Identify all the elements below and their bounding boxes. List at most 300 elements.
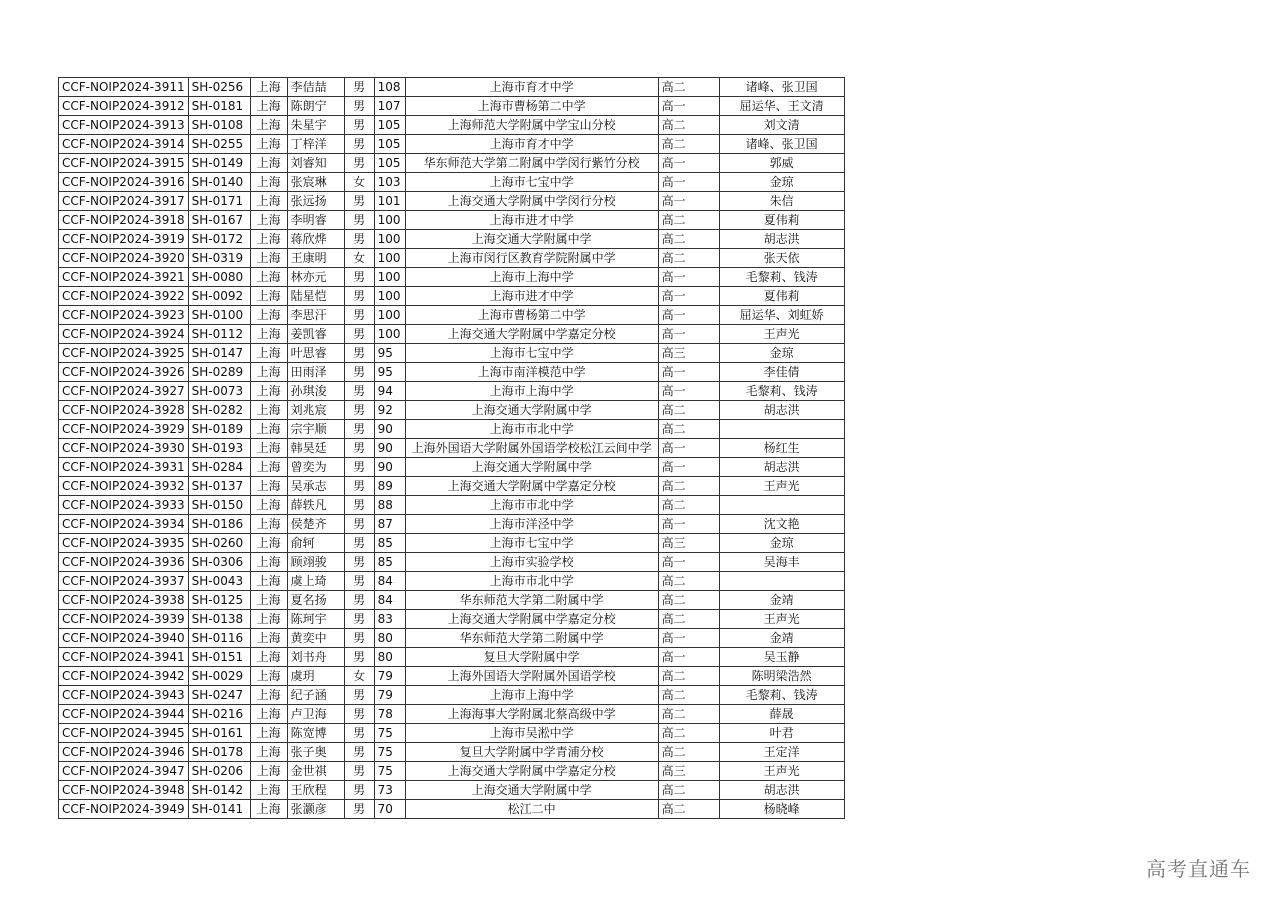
table-row [59,667,845,686]
contestant-id-cell: CCF-NOIP2024-3936 [59,553,189,572]
name-cell: 虞玥 [287,667,344,686]
exam-code-cell: SH-0172 [188,230,250,249]
gender-cell: 男 [344,268,374,287]
exam-code-cell: SH-0138 [188,610,250,629]
contestant-id-cell: CCF-NOIP2024-3911 [59,78,189,97]
coach-cell [719,420,844,439]
coach-cell: 金琼 [719,534,844,553]
school-cell: 上海市吴淞中学 [405,724,658,743]
contestant-id-cell: CCF-NOIP2024-3917 [59,192,189,211]
contestant-id-cell: CCF-NOIP2024-3920 [59,249,189,268]
coach-cell: 胡志洪 [719,458,844,477]
school-cell: 上海市闵行区教育学院附属中学 [405,249,658,268]
name-cell: 刘睿知 [287,154,344,173]
name-cell: 林亦元 [287,268,344,287]
name-cell: 黄奕中 [287,629,344,648]
table-row [59,477,845,496]
gender-cell: 男 [344,591,374,610]
coach-cell: 朱信 [719,192,844,211]
school-cell: 上海交通大学附属中学嘉定分校 [405,762,658,781]
table-row [59,173,845,192]
province-cell: 上海 [250,230,287,249]
coach-cell: 吴玉静 [719,648,844,667]
table-row [59,629,845,648]
gender-cell: 男 [344,154,374,173]
province-cell: 上海 [250,287,287,306]
score-cell: 95 [374,363,405,382]
contestant-id-cell: CCF-NOIP2024-3934 [59,515,189,534]
table-row [59,458,845,477]
grade-cell: 高一 [658,306,719,325]
province-cell: 上海 [250,363,287,382]
school-cell: 上海市曹杨第二中学 [405,306,658,325]
table-row [59,648,845,667]
table-row [59,135,845,154]
gender-cell: 男 [344,211,374,230]
coach-cell: 王定洋 [719,743,844,762]
table-row [59,591,845,610]
school-cell: 上海交通大学附属中学闵行分校 [405,192,658,211]
gender-cell: 男 [344,363,374,382]
score-cell: 75 [374,743,405,762]
name-cell: 侯楚齐 [287,515,344,534]
name-cell: 宗宇顺 [287,420,344,439]
province-cell: 上海 [250,477,287,496]
gender-cell: 男 [344,743,374,762]
name-cell: 姜凯睿 [287,325,344,344]
exam-code-cell: SH-0260 [188,534,250,553]
score-cell: 100 [374,287,405,306]
coach-cell: 叶君 [719,724,844,743]
gender-cell: 男 [344,629,374,648]
table-body [59,78,845,819]
name-cell: 王康明 [287,249,344,268]
name-cell: 薛轶凡 [287,496,344,515]
table-row [59,800,845,819]
name-cell: 吴承志 [287,477,344,496]
name-cell: 陈珂宇 [287,610,344,629]
grade-cell: 高一 [658,154,719,173]
gender-cell: 男 [344,97,374,116]
province-cell: 上海 [250,572,287,591]
gender-cell: 男 [344,420,374,439]
gender-cell: 男 [344,553,374,572]
school-cell: 上海市七宝中学 [405,534,658,553]
contestant-id-cell: CCF-NOIP2024-3948 [59,781,189,800]
province-cell: 上海 [250,420,287,439]
name-cell: 张远扬 [287,192,344,211]
school-cell: 上海市实验学校 [405,553,658,572]
province-cell: 上海 [250,667,287,686]
gender-cell: 男 [344,192,374,211]
school-cell: 上海市曹杨第二中学 [405,97,658,116]
province-cell: 上海 [250,591,287,610]
name-cell: 叶思睿 [287,344,344,363]
school-cell: 上海市南洋模范中学 [405,363,658,382]
school-cell: 松江二中 [405,800,658,819]
gender-cell: 女 [344,173,374,192]
table-row [59,781,845,800]
table-row [59,306,845,325]
coach-cell: 杨红生 [719,439,844,458]
name-cell: 张灏彦 [287,800,344,819]
exam-code-cell: SH-0171 [188,192,250,211]
score-cell: 95 [374,344,405,363]
table-row [59,610,845,629]
table-row [59,382,845,401]
score-cell: 100 [374,268,405,287]
name-cell: 顾翊骏 [287,553,344,572]
name-cell: 李佶喆 [287,78,344,97]
table-row [59,705,845,724]
gender-cell: 男 [344,496,374,515]
grade-cell: 高二 [658,610,719,629]
score-cell: 88 [374,496,405,515]
name-cell: 夏名扬 [287,591,344,610]
gender-cell: 男 [344,800,374,819]
score-cell: 80 [374,629,405,648]
table-row [59,572,845,591]
score-cell: 79 [374,686,405,705]
contestant-id-cell: CCF-NOIP2024-3933 [59,496,189,515]
contestant-id-cell: CCF-NOIP2024-3945 [59,724,189,743]
name-cell: 韩昊廷 [287,439,344,458]
school-cell: 上海市七宝中学 [405,173,658,192]
coach-cell: 胡志洪 [719,401,844,420]
grade-cell: 高二 [658,230,719,249]
results-table [58,77,845,819]
exam-code-cell: SH-0112 [188,325,250,344]
province-cell: 上海 [250,173,287,192]
province-cell: 上海 [250,610,287,629]
score-cell: 90 [374,439,405,458]
school-cell: 上海外国语大学附属外国语学校松江云间中学 [405,439,658,458]
contestant-id-cell: CCF-NOIP2024-3947 [59,762,189,781]
grade-cell: 高一 [658,382,719,401]
coach-cell: 诸峰、张卫国 [719,78,844,97]
grade-cell: 高二 [658,249,719,268]
contestant-id-cell: CCF-NOIP2024-3919 [59,230,189,249]
province-cell: 上海 [250,743,287,762]
school-cell: 上海市上海中学 [405,382,658,401]
coach-cell: 沈文艳 [719,515,844,534]
exam-code-cell: SH-0151 [188,648,250,667]
school-cell: 上海市七宝中学 [405,344,658,363]
score-cell: 87 [374,515,405,534]
exam-code-cell: SH-0289 [188,363,250,382]
coach-cell: 金靖 [719,591,844,610]
grade-cell: 高二 [658,591,719,610]
contestant-id-cell: CCF-NOIP2024-3932 [59,477,189,496]
score-cell: 100 [374,249,405,268]
grade-cell: 高二 [658,667,719,686]
table-row [59,420,845,439]
score-cell: 78 [374,705,405,724]
grade-cell: 高一 [658,325,719,344]
gender-cell: 男 [344,325,374,344]
grade-cell: 高三 [658,762,719,781]
gender-cell: 男 [344,534,374,553]
province-cell: 上海 [250,382,287,401]
exam-code-cell: SH-0193 [188,439,250,458]
score-cell: 100 [374,306,405,325]
exam-code-cell: SH-0149 [188,154,250,173]
table-row [59,192,845,211]
exam-code-cell: SH-0186 [188,515,250,534]
score-cell: 84 [374,572,405,591]
exam-code-cell: SH-0137 [188,477,250,496]
name-cell: 金世祺 [287,762,344,781]
province-cell: 上海 [250,135,287,154]
contestant-id-cell: CCF-NOIP2024-3938 [59,591,189,610]
grade-cell: 高二 [658,477,719,496]
coach-cell: 王声光 [719,610,844,629]
table-row [59,268,845,287]
coach-cell: 金琼 [719,173,844,192]
province-cell: 上海 [250,268,287,287]
table-row [59,78,845,97]
gender-cell: 男 [344,382,374,401]
gender-cell: 男 [344,116,374,135]
province-cell: 上海 [250,648,287,667]
gender-cell: 男 [344,648,374,667]
score-cell: 94 [374,382,405,401]
name-cell: 李明睿 [287,211,344,230]
gender-cell: 男 [344,610,374,629]
school-cell: 华东师范大学第二附属中学 [405,591,658,610]
contestant-id-cell: CCF-NOIP2024-3916 [59,173,189,192]
name-cell: 刘书舟 [287,648,344,667]
name-cell: 蒋欣烨 [287,230,344,249]
grade-cell: 高二 [658,800,719,819]
coach-cell: 金靖 [719,629,844,648]
exam-code-cell: SH-0189 [188,420,250,439]
table-row [59,496,845,515]
score-cell: 105 [374,135,405,154]
province-cell: 上海 [250,154,287,173]
table-row [59,363,845,382]
coach-cell: 屈运华、刘虹娇 [719,306,844,325]
school-cell: 上海交通大学附属中学 [405,401,658,420]
coach-cell: 陈明梁浩然 [719,667,844,686]
score-cell: 70 [374,800,405,819]
school-cell: 上海市洋泾中学 [405,515,658,534]
exam-code-cell: SH-0256 [188,78,250,97]
score-cell: 105 [374,116,405,135]
gender-cell: 女 [344,667,374,686]
grade-cell: 高二 [658,572,719,591]
score-cell: 75 [374,724,405,743]
province-cell: 上海 [250,192,287,211]
coach-cell: 金琼 [719,344,844,363]
table-row [59,116,845,135]
exam-code-cell: SH-0216 [188,705,250,724]
table-row [59,287,845,306]
score-cell: 105 [374,154,405,173]
contestant-id-cell: CCF-NOIP2024-3939 [59,610,189,629]
school-cell: 上海市育才中学 [405,135,658,154]
coach-cell: 王声光 [719,477,844,496]
province-cell: 上海 [250,705,287,724]
name-cell: 陈朗宁 [287,97,344,116]
exam-code-cell: SH-0147 [188,344,250,363]
score-cell: 90 [374,420,405,439]
contestant-id-cell: CCF-NOIP2024-3914 [59,135,189,154]
coach-cell: 王声光 [719,325,844,344]
province-cell: 上海 [250,534,287,553]
contestant-id-cell: CCF-NOIP2024-3928 [59,401,189,420]
table-row [59,743,845,762]
school-cell: 上海市上海中学 [405,268,658,287]
school-cell: 上海市进才中学 [405,211,658,230]
gender-cell: 男 [344,344,374,363]
gender-cell: 男 [344,458,374,477]
province-cell: 上海 [250,249,287,268]
name-cell: 陆星恺 [287,287,344,306]
province-cell: 上海 [250,762,287,781]
gender-cell: 男 [344,306,374,325]
province-cell: 上海 [250,458,287,477]
province-cell: 上海 [250,553,287,572]
school-cell: 复旦大学附属中学青浦分校 [405,743,658,762]
school-cell: 华东师范大学第二附属中学 [405,629,658,648]
contestant-id-cell: CCF-NOIP2024-3941 [59,648,189,667]
gender-cell: 男 [344,515,374,534]
exam-code-cell: SH-0161 [188,724,250,743]
grade-cell: 高二 [658,211,719,230]
grade-cell: 高一 [658,363,719,382]
watermark-text: 高考直通车 [1146,857,1251,881]
exam-code-cell: SH-0140 [188,173,250,192]
school-cell: 上海交通大学附属中学 [405,230,658,249]
gender-cell: 男 [344,781,374,800]
province-cell: 上海 [250,686,287,705]
grade-cell: 高一 [658,515,719,534]
contestant-id-cell: CCF-NOIP2024-3935 [59,534,189,553]
name-cell: 张子奥 [287,743,344,762]
score-cell: 84 [374,591,405,610]
coach-cell: 夏伟莉 [719,211,844,230]
table-row [59,344,845,363]
score-cell: 103 [374,173,405,192]
coach-cell: 张天依 [719,249,844,268]
school-cell: 上海交通大学附属中学嘉定分校 [405,477,658,496]
coach-cell: 毛黎莉、钱涛 [719,268,844,287]
exam-code-cell: SH-0150 [188,496,250,515]
school-cell: 上海市上海中学 [405,686,658,705]
coach-cell: 薛晟 [719,705,844,724]
grade-cell: 高二 [658,724,719,743]
grade-cell: 高一 [658,97,719,116]
table-row [59,439,845,458]
score-cell: 89 [374,477,405,496]
coach-cell: 诸峰、张卫国 [719,135,844,154]
score-cell: 85 [374,534,405,553]
school-cell: 上海市市北中学 [405,572,658,591]
name-cell: 曾奕为 [287,458,344,477]
grade-cell: 高三 [658,344,719,363]
exam-code-cell: SH-0092 [188,287,250,306]
exam-code-cell: SH-0181 [188,97,250,116]
school-cell: 上海市市北中学 [405,420,658,439]
grade-cell: 高二 [658,116,719,135]
contestant-id-cell: CCF-NOIP2024-3923 [59,306,189,325]
school-cell: 上海市育才中学 [405,78,658,97]
coach-cell: 毛黎莉、钱涛 [719,382,844,401]
province-cell: 上海 [250,325,287,344]
contestant-id-cell: CCF-NOIP2024-3922 [59,287,189,306]
name-cell: 王欣程 [287,781,344,800]
province-cell: 上海 [250,496,287,515]
exam-code-cell: SH-0142 [188,781,250,800]
coach-cell: 夏伟莉 [719,287,844,306]
table-row [59,515,845,534]
coach-cell: 毛黎莉、钱涛 [719,686,844,705]
province-cell: 上海 [250,724,287,743]
grade-cell: 高二 [658,420,719,439]
exam-code-cell: SH-0141 [188,800,250,819]
exam-code-cell: SH-0167 [188,211,250,230]
table-row [59,154,845,173]
contestant-id-cell: CCF-NOIP2024-3937 [59,572,189,591]
exam-code-cell: SH-0178 [188,743,250,762]
grade-cell: 高一 [658,287,719,306]
contestant-id-cell: CCF-NOIP2024-3929 [59,420,189,439]
school-cell: 上海交通大学附属中学嘉定分校 [405,325,658,344]
name-cell: 纪子涵 [287,686,344,705]
gender-cell: 男 [344,401,374,420]
contestant-id-cell: CCF-NOIP2024-3915 [59,154,189,173]
exam-code-cell: SH-0116 [188,629,250,648]
province-cell: 上海 [250,116,287,135]
table-row [59,325,845,344]
exam-code-cell: SH-0306 [188,553,250,572]
gender-cell: 男 [344,135,374,154]
score-cell: 100 [374,230,405,249]
grade-cell: 高二 [658,401,719,420]
school-cell: 上海师范大学附属中学宝山分校 [405,116,658,135]
contestant-id-cell: CCF-NOIP2024-3931 [59,458,189,477]
school-cell: 上海市市北中学 [405,496,658,515]
gender-cell: 男 [344,230,374,249]
contestant-id-cell: CCF-NOIP2024-3924 [59,325,189,344]
coach-cell: 郭威 [719,154,844,173]
gender-cell: 男 [344,724,374,743]
score-cell: 85 [374,553,405,572]
province-cell: 上海 [250,344,287,363]
school-cell: 复旦大学附属中学 [405,648,658,667]
score-cell: 100 [374,211,405,230]
score-cell: 101 [374,192,405,211]
coach-cell: 屈运华、王文清 [719,97,844,116]
table-row [59,724,845,743]
school-cell: 上海交通大学附属中学 [405,781,658,800]
score-cell: 108 [374,78,405,97]
coach-cell [719,496,844,515]
table-row [59,553,845,572]
gender-cell: 男 [344,439,374,458]
table-row [59,686,845,705]
exam-code-cell: SH-0206 [188,762,250,781]
exam-code-cell: SH-0073 [188,382,250,401]
gender-cell: 男 [344,572,374,591]
name-cell: 朱星宇 [287,116,344,135]
contestant-id-cell: CCF-NOIP2024-3930 [59,439,189,458]
name-cell: 李思汗 [287,306,344,325]
province-cell: 上海 [250,306,287,325]
gender-cell: 男 [344,686,374,705]
score-cell: 90 [374,458,405,477]
